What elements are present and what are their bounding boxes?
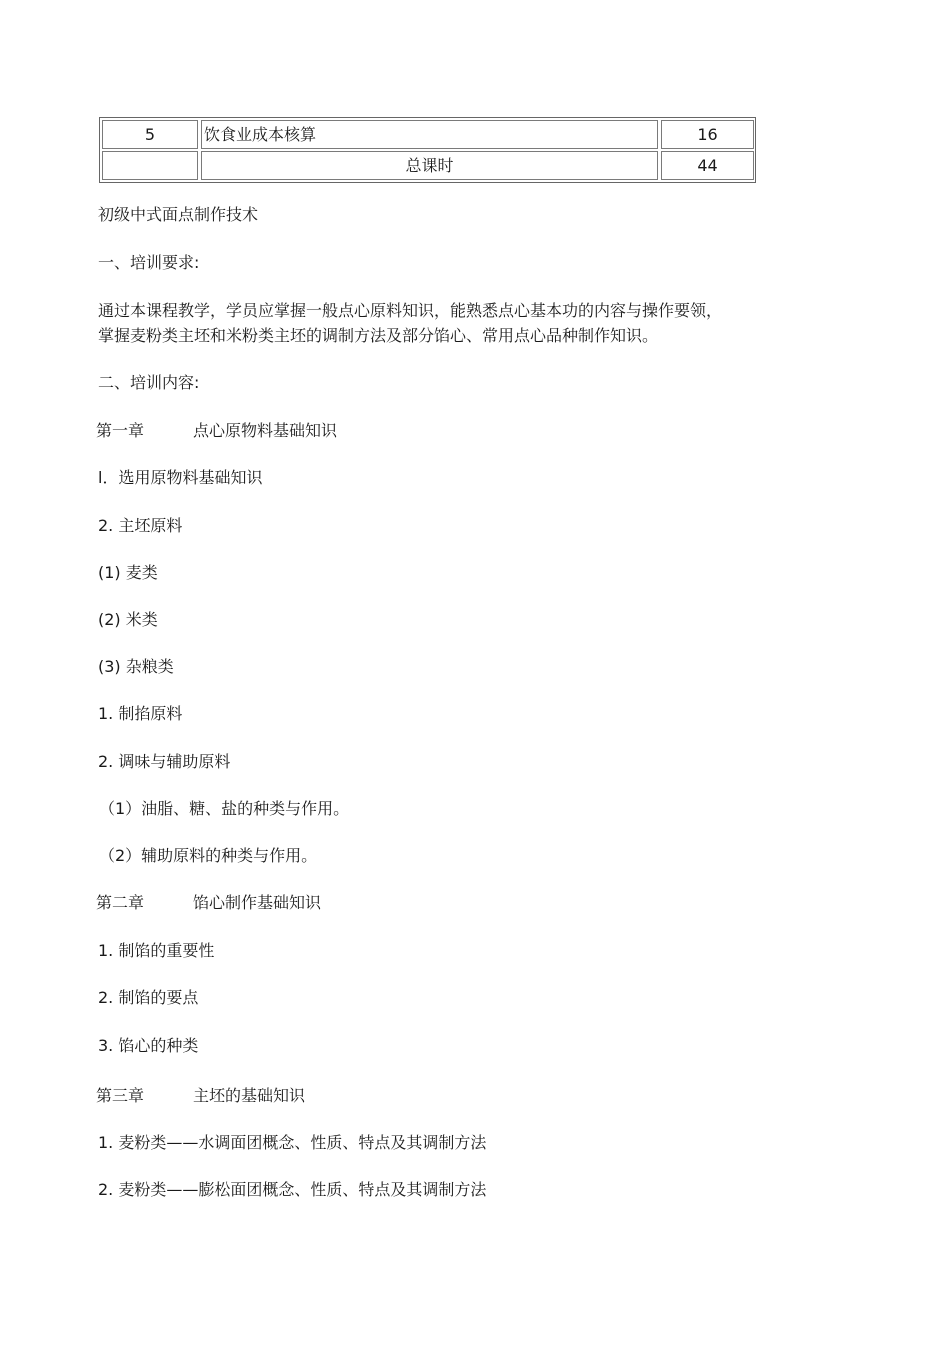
- list-item: 3. 馅心的种类: [98, 1036, 199, 1055]
- list-item: （2）辅助原料的种类与作用。: [99, 846, 318, 865]
- list-item: 1. 制馅的重要性: [98, 941, 215, 960]
- course-title: 初级中式面点制作技术: [98, 205, 259, 224]
- requirements-paragraph-line-2: 掌握麦粉类主坯和米粉类主坯的调制方法及部分馅心、常用点心品种制作知识。: [98, 326, 659, 345]
- list-item: 2. 制馅的要点: [98, 988, 199, 1007]
- section-heading-content: 二、培训内容:: [98, 373, 200, 392]
- chapter-heading: [96, 420, 337, 442]
- section-heading-requirements: 一、培训要求:: [98, 253, 200, 272]
- list-item: 2. 主坯原料: [98, 516, 183, 535]
- chapter-title: 点心原物料基础知识: [193, 421, 338, 440]
- chapter-title: 主坯的基础知识: [193, 1086, 306, 1105]
- chapter-heading: [96, 892, 321, 914]
- course-hours-table: [99, 117, 756, 183]
- list-item: l．选用原物料基础知识: [98, 468, 263, 487]
- table-cell-number: [102, 151, 198, 180]
- table-cell-total-label: 总课时: [201, 151, 658, 180]
- table-cell-number: 5: [102, 120, 198, 149]
- requirements-paragraph-line-1: 通过本课程教学，学员应掌握一般点心原料知识，能熟悉点心基本功的内容与操作要领，: [98, 301, 723, 320]
- list-item: 1. 制掐原料: [98, 704, 183, 723]
- table-cell-course-name: 饮食业成本核算: [201, 120, 658, 149]
- list-item: 1. 麦粉类——水调面团概念、性质、特点及其调制方法: [98, 1133, 487, 1152]
- list-item: （1）油脂、糖、盐的种类与作用。: [99, 799, 350, 818]
- list-item: (3) 杂粮类: [98, 657, 174, 676]
- chapter-label: 第一章: [96, 421, 145, 440]
- chapter-label: 第三章: [96, 1086, 145, 1105]
- list-item: 2. 调味与辅助原料: [98, 752, 231, 771]
- list-item: (2) 米类: [98, 610, 158, 629]
- table-cell-hours: 16: [661, 120, 754, 149]
- table-cell-total-hours: 44: [661, 151, 754, 180]
- list-item: 2. 麦粉类——膨松面团概念、性质、特点及其调制方法: [98, 1180, 487, 1199]
- chapter-label: 第二章: [96, 893, 145, 912]
- chapter-heading: [96, 1085, 305, 1107]
- list-item: (1) 麦类: [98, 563, 158, 582]
- chapter-title: 馅心制作基础知识: [193, 893, 322, 912]
